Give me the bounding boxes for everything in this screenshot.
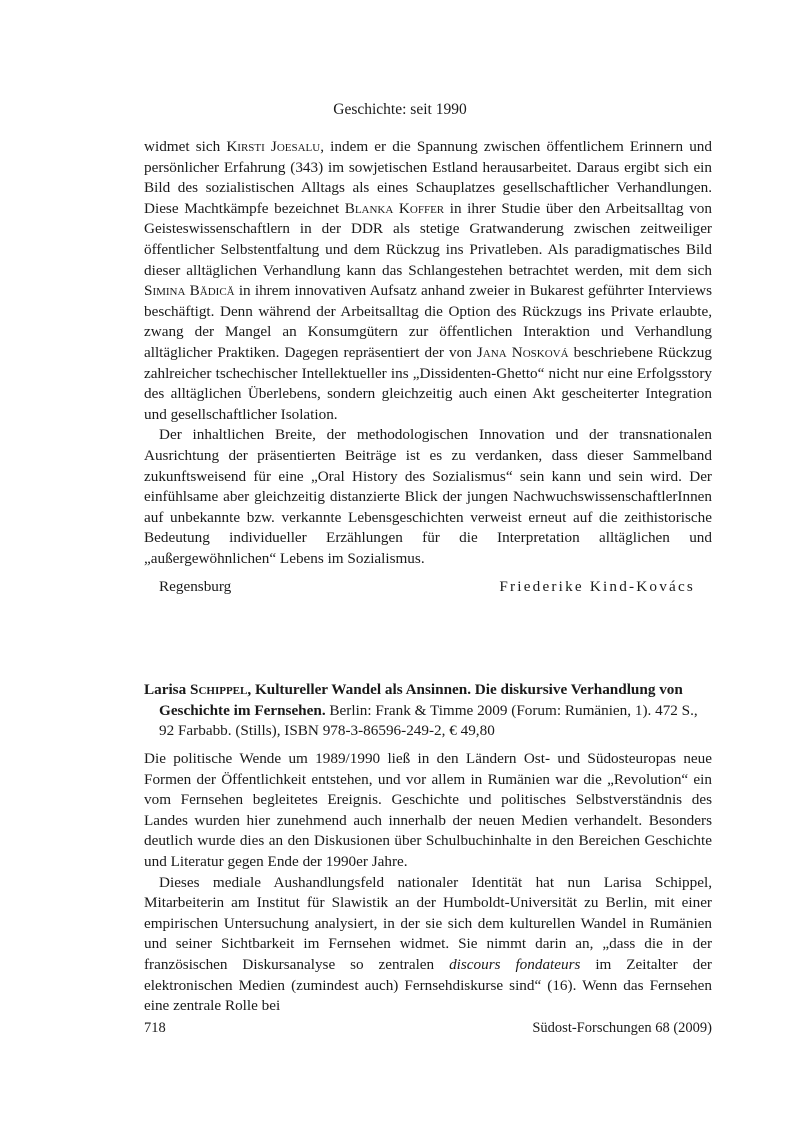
paragraph: widmet sich Kirsti Joesalu, indem er die Spannung zwischen öffentlichem Erinnern und persönlicher Erfahrung (343) im sowjetischen Estland herausarbeitet. Daraus ergibt sich ein Bild des sozialistischen Alltags als eines Schauplatzes gesellschaftlicher Verhandlungen. Diese Machtkämpfe bezeichnet Blanka Koffer in ihrer Studie über den Arbeitsalltag von Geisteswissenschaftlern in der DDR als stetige Gratwanderung zwischen zeitweiliger öffentlicher Selbstentfaltung und dem Rückzug ins Privatleben. Als paradigmatisches Bild dieser alltäglichen Verhandlung kann das Schlangestehen betrachtet werden, mit dem sich Simina Bădică in ihrem innovativen Aufsatz anhand zweier in Bukarest geführter Interviews beschäftigt. Denn während der Arbeitsalltag die Option des Rückzugs ins Private erlaubte, zwang der Mangel an Konsumgütern zur öffentlichen Interaktion und Verhandlung alltäglicher Praktiken. Dagegen repräsentiert der von Jana Nosková beschriebene Rückzug zahlreicher tschechischer Intellektueller ins „Dissidenten-Ghetto“ nicht nur eine Erfolgsstory des alltäglichen Überlebens, sondern gleichzeitig auch einen Akt gescheiterter Integration und gesellschaftlicher Isolation. <box>144 138 713 423</box>
signoff-place: Regensburg <box>159 578 232 595</box>
page-footer <box>144 1018 712 1038</box>
running-head: Geschichte: seit 1990 <box>333 101 467 118</box>
review-body <box>144 749 712 1017</box>
emphasis: discours fondateurs <box>449 955 581 973</box>
review-author: Larisa Schippel <box>144 681 248 698</box>
paragraph: Der inhaltlichen Breite, der methodologischen Innovation und der transnationalen Ausrichtung der präsentierten Beiträge ist es zu verdanken, dass dieser Sammelband zukunftsweisend für eine „Oral History des Sozialismus“ sein kann und sein wird. Der einfühlsame aber gleichzeitig distanzierte Blick der jungen NachwuchswissenschaftlerInnen auf unbekannte bzw. verkannte Lebensgeschichten verweist erneut auf die zeithistorische Bedeutung individueller Erzählungen für die Interpretation alltäglichen und „außergewöhnlichen“ Lebens im Sozialismus. <box>144 426 712 567</box>
contributor-name: Simina Bădică <box>144 282 235 300</box>
review-signoff <box>159 577 695 597</box>
contributor-name: Kirsti Joesalu <box>226 138 321 155</box>
review-publication-details: Berlin: Frank & Timme 2009 (Forum: Rumänien, 1). 472 S., 92 Farbabb. (Stills), ISBN 978-3-86596-249-2, € 49,80 <box>159 701 698 740</box>
page-number: 718 <box>144 1020 166 1036</box>
paragraph: Dieses mediale Aushandlungsfeld nationaler Identität hat nun Larisa Schippel, Mitarbeiterin am Institut für Slawistik an der Humboldt-Universität zu Berlin, mit einer empirischen Untersuchung analysiert, in der sie sich dem kulturellen Wandel in Rumänien und seiner Sichtbarkeit im Fernsehen widmet. Sie nimmt darin an, „dass die in der französischen Diskursanalyse so zentralen discours fondateurs im Zeitalter der elektronischen Medien (zumindest auch) Fernsehdiskurse sind“ (16). Wenn das Fernsehen eine zentrale Rolle bei <box>144 873 712 1015</box>
contributor-name: Blanka Koffer <box>344 199 445 217</box>
review-continuation <box>144 137 712 569</box>
paragraph: Die politische Wende um 1989/1990 ließ in den Ländern Ost- und Südosteuropas neue Formen der Öffentlichkeit entstehen, und vor allem in Rumänien war die „Revolution“ ein vom Fernsehen begleitetes Ereignis. Geschichte und politisches Selbstverständnis des Landes wurden hier zunehmend auch innerhalb der neuen Medien verhandelt. Besonders deutlich wurde dies an den Diskusionen über Schulbuchinhalte in den Bereichen Geschichte und Literatur gegen Ende der 1990er Jahre. <box>144 750 712 870</box>
signoff-author: Friederike Kind-Kovács <box>499 578 695 595</box>
review-title: , Kultureller Wandel als Ansinnen. Die diskursive Verhandlung von Geschichte im Fernsehen. <box>159 681 683 719</box>
review-bibliographic-heading <box>144 680 712 742</box>
contributor-name: Jana Nosková <box>476 343 569 361</box>
journal-citation: Südost-Forschungen 68 (2009) <box>532 1020 712 1036</box>
